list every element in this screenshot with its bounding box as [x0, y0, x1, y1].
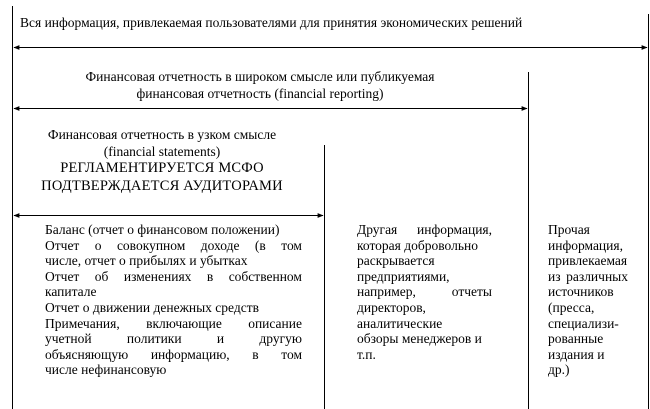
list-item-equity-line2: капитале: [45, 284, 97, 300]
list-item-notes-line4: числе нефинансовую: [45, 362, 167, 378]
ifrs-regulated-label: РЕГЛАМЕНТИРУЕТСЯ МСФО: [60, 160, 264, 176]
list-item-income-line1: Отчет о совокупном доходе (в том: [45, 237, 302, 253]
list-item-notes-line2: учетной политики и другую: [45, 331, 302, 347]
auditor-confirmed-label: ПОДТВЕРЖДАЕТСЯ АУДИТОРАМИ: [41, 178, 283, 194]
list-item-cashflow: Отчет о движении денежных средств: [45, 299, 260, 315]
list-item-income-line2: числе, отчет о прибылях и убытках: [45, 253, 248, 269]
list-item-equity-line1: Отчет об изменениях в собственном: [45, 268, 302, 284]
financial-statements-line1: Финансовая отчетность в узком смысле: [47, 127, 277, 142]
financial-reporting-line1: Финансовая отчетность в широком смысле или публикуемая: [85, 69, 435, 84]
list-item-balance: Баланс (отчет о финансовом положении): [45, 222, 280, 237]
list-item-notes-line1: Примечания, включающие описание: [45, 315, 302, 331]
financial-statements-line2: (financial statements): [103, 144, 221, 159]
financial-reporting-line2: финансовая отчетность (financial reporting): [136, 86, 384, 101]
statements-list: [45, 222, 302, 378]
list-item-notes-line3: объясняющую информацию, в том: [45, 346, 302, 362]
misc-information-column: Прочая информация, привлекаемая из различных источников (пресса, специализи- рованные издания и др.): [548, 222, 628, 378]
other-information-column: Другая информация, которая добровольно раскрывается предприятиями, например, отчеты директоров, аналитические обзоры менеджеров и т.п.: [357, 222, 492, 362]
all-information-label: Вся информация, привлекаемая пользователями для принятия экономических решений: [20, 15, 523, 30]
